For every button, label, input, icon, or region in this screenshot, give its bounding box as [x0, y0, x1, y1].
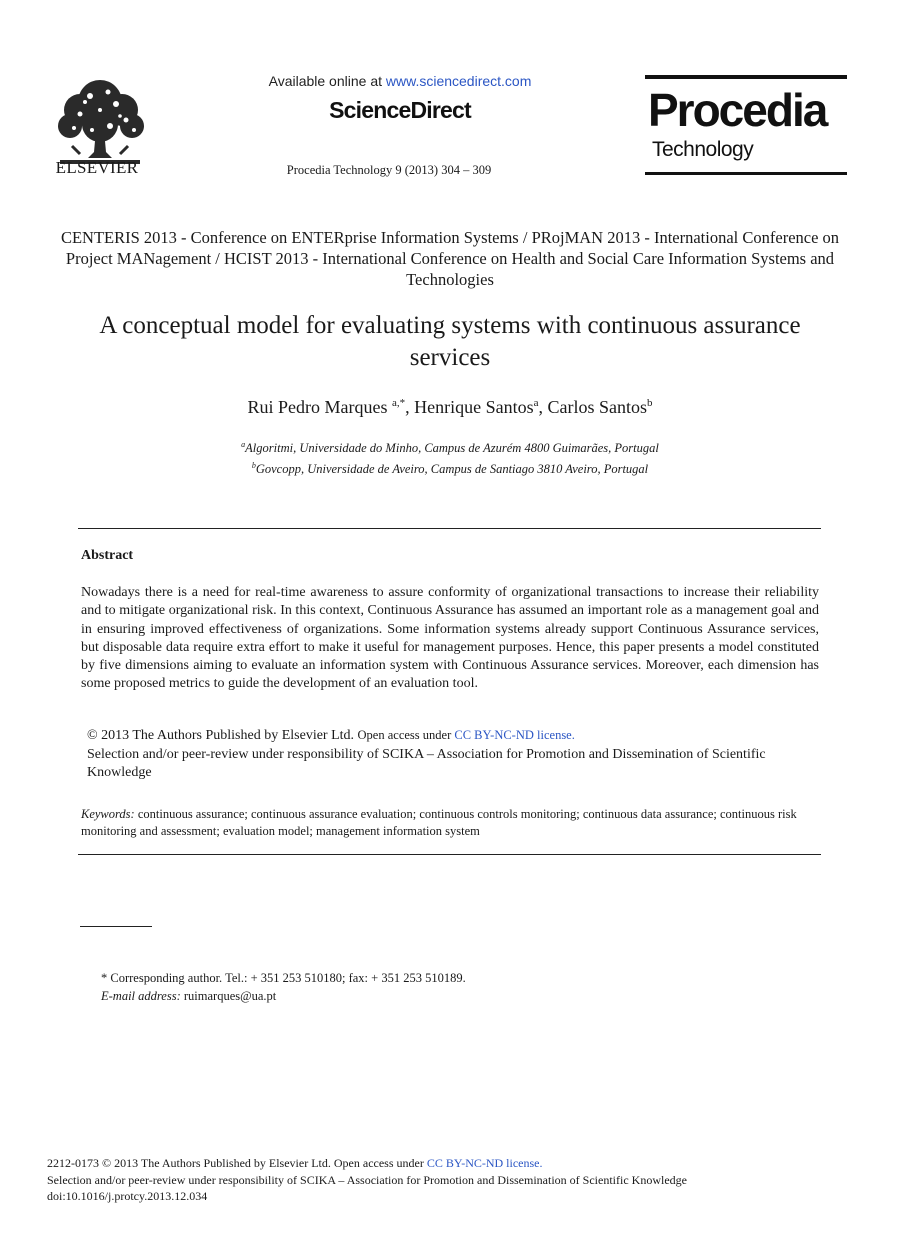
peer-review-statement: Selection and/or peer-review under responsibility of SCIKA – Association for Promotion and Dissemination of Scientific Knowledge	[87, 746, 766, 780]
open-access-text: Open access under	[357, 728, 455, 742]
abstract-body: Nowadays there is a need for real-time awareness to assure conformity of organizational transactions to increase their reliability and to mitigate organizational risk. In this context, Continuous Assurance has assumed an important role as a management goal and in ensuring improved effectiveness of organizations. Some information systems already support Continuous Assurance services, but disposable data require extra effort to make it useful for management purposes. Hence, this paper presents a model constituted by five dimensions aiming to evaluate an information system with Continuous Assurance services. Moreover, each dimension has some proposed metrics to guide the development of an evaluation tool.	[81, 585, 819, 692]
affiliation-text: Algoritmi, Universidade do Minho, Campus de Azurém 4800 Guimarães, Portugal	[245, 441, 659, 456]
journal-reference: Procedia Technology 9 (2013) 304 – 309	[286, 163, 492, 177]
footer-doi: doi:10.1016/j.protcy.2013.12.034	[47, 1189, 208, 1203]
procedia-top-rule	[645, 75, 847, 79]
author-separator: ,	[538, 397, 548, 417]
author-affiliation-mark: a,*	[391, 397, 406, 409]
email-address: ruimarques@ua.pt	[180, 988, 277, 1003]
section-divider	[78, 854, 821, 855]
license-link[interactable]: CC BY-NC-ND license.	[454, 728, 575, 742]
affiliation-mark: a	[241, 440, 246, 449]
author-name: Carlos Santos	[547, 397, 647, 417]
abstract-heading: Abstract	[81, 548, 134, 563]
affiliation-list	[60, 436, 840, 478]
rights-statement	[87, 726, 787, 783]
section-divider	[78, 528, 821, 529]
affiliation-item	[60, 457, 840, 478]
procedia-subtitle: Technology	[652, 138, 754, 161]
author-affiliation-mark: b	[647, 397, 653, 409]
keywords	[81, 806, 819, 840]
available-prefix: Available online at	[268, 73, 386, 89]
keywords-label: Keywords:	[81, 807, 135, 821]
author-affiliation-mark: a	[533, 397, 539, 409]
email-label: E-mail address:	[101, 988, 181, 1003]
affiliation-mark: b	[251, 461, 256, 471]
sciencedirect-link[interactable]: www.sciencedirect.com	[385, 73, 532, 89]
footer-copyright-text: 2212-0173 © 2013 The Authors Published by Elsevier Ltd. Open access under	[47, 1156, 427, 1170]
page-footer	[47, 1155, 867, 1205]
procedia-title: Procedia	[648, 84, 827, 136]
copyright-text: © 2013 The Authors Published by Elsevier Ltd.	[87, 728, 358, 743]
affiliation-text: Govcopp, Universidade de Aveiro, Campus de Santiago 3810 Aveiro, Portugal	[255, 462, 649, 477]
copyright-line	[87, 726, 787, 746]
paper-title: A conceptual model for evaluating systems with continuous assurance services	[99, 312, 801, 371]
corresponding-author: * Corresponding author. Tel.: + 351 253 510180; fax: + 351 253 510189.	[101, 971, 466, 985]
footer-copyright	[47, 1155, 867, 1172]
publisher-name: ELSEVIER	[55, 158, 139, 177]
footer-review: Selection and/or peer-review under responsibility of SCIKA – Association for Promotion and Dissemination of Scientific Knowledge	[47, 1172, 687, 1187]
available-online	[200, 73, 600, 89]
author-list	[60, 397, 840, 418]
sciencedirect-brand: ScienceDirect	[329, 97, 471, 123]
affiliation-item	[60, 436, 840, 457]
footer-license-link[interactable]: CC BY-NC-ND license.	[426, 1156, 543, 1170]
procedia-bottom-rule	[645, 172, 847, 175]
email-line	[101, 988, 701, 1006]
conference-name: CENTERIS 2013 - Conference on ENTERprise Information Systems / PRojMAN 2013 - International Conference on Project MANagement / HCIST 2013 - International Conference on Health and Social Care Information Systems and Technologies	[60, 228, 840, 289]
author-name: Rui Pedro Marques	[247, 397, 392, 417]
footnote-rule	[80, 926, 152, 927]
footnote	[101, 970, 701, 1005]
author-name: Henrique Santos	[414, 397, 534, 417]
author-separator: ,	[405, 397, 415, 417]
keywords-text: continuous assurance; continuous assurance evaluation; continuous controls monitoring; continuous data assurance; continuous risk monitoring and assessment; evaluation model; management information system	[81, 807, 797, 838]
